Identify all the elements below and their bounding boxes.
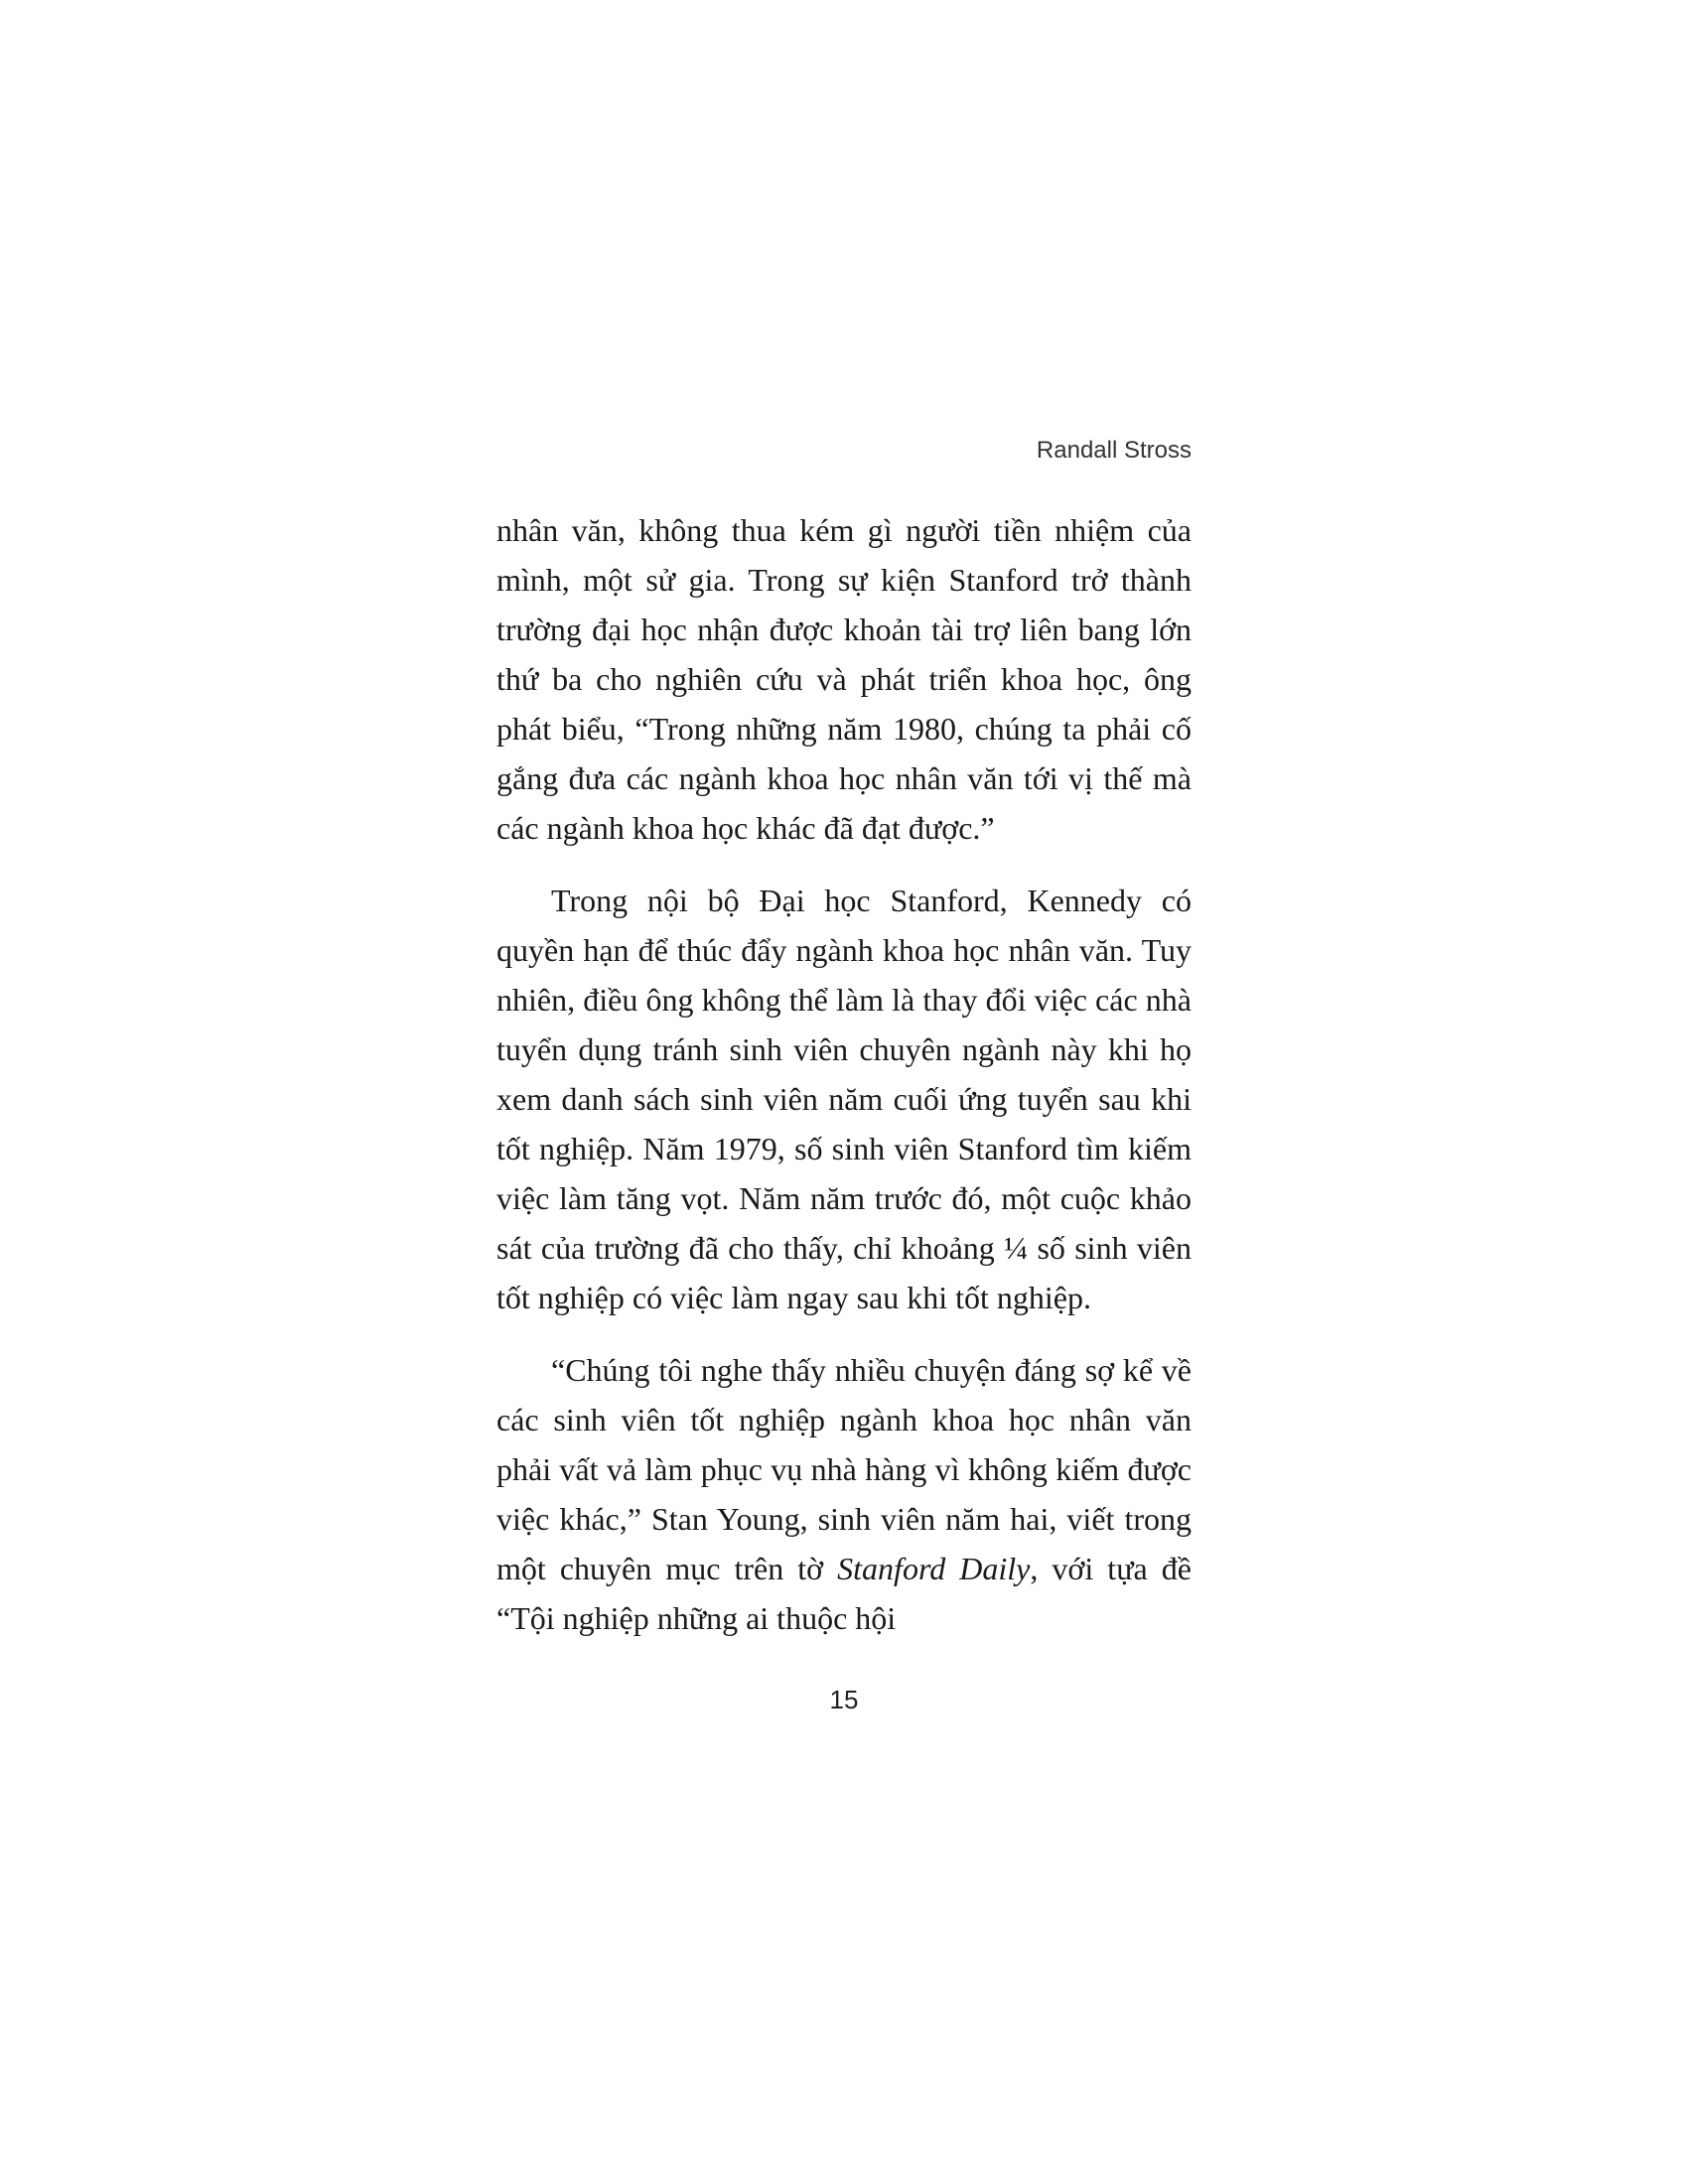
page-number: 15 bbox=[829, 1685, 859, 1714]
paragraph-1: nhân văn, không thua kém gì người tiền nhiệm của mình, một sử gia. Trong sự kiện Stanford trở thành trường đại học nhận được khoản tài trợ liên bang lớn thứ ba cho nghiên cứu và phát triển khoa học, ông phát biểu, “Trong những năm 1980, chúng ta phải cố gắng đưa các ngành khoa học nhân văn tới vị thế mà các ngành khoa học khác đã đạt được.” bbox=[496, 512, 1192, 846]
running-header-author: Randall Stross bbox=[1036, 437, 1192, 464]
paragraph-3-text-after: , với tựa đề “Tội nghiệp những ai thuộc hội bbox=[496, 1551, 1192, 1636]
newspaper-title: Stanford Daily bbox=[837, 1551, 1031, 1586]
body-text bbox=[496, 505, 1192, 1643]
paragraph-2: Trong nội bộ Đại học Stanford, Kennedy có quyền hạn để thúc đẩy ngành khoa học nhân văn. Tuy nhiên, điều ông không thể làm là thay đổi việc các nhà tuyển dụng tránh sinh viên chuyên ngành này khi họ xem danh sách sinh viên năm cuối ứng tuyển sau khi tốt nghiệp. Năm 1979, số sinh viên Stanford tìm kiếm việc làm tăng vọt. Năm năm trước đó, một cuộc khảo sát của trường đã cho thấy, chỉ khoảng ¼ số sinh viên tốt nghiệp có việc làm ngay sau khi tốt nghiệp. bbox=[496, 883, 1192, 1315]
paragraph-3-text-before: “Chúng tôi nghe thấy nhiều chuyện đáng sợ kể về các sinh viên tốt nghiệp ngành khoa học nhân văn phải vất vả làm phục vụ nhà hàng vì không kiếm được việc khác,” Stan Young, sinh viên năm hai, viết trong một chuyên mục trên tờ bbox=[496, 1352, 1192, 1586]
paragraph-3 bbox=[496, 1345, 1192, 1643]
